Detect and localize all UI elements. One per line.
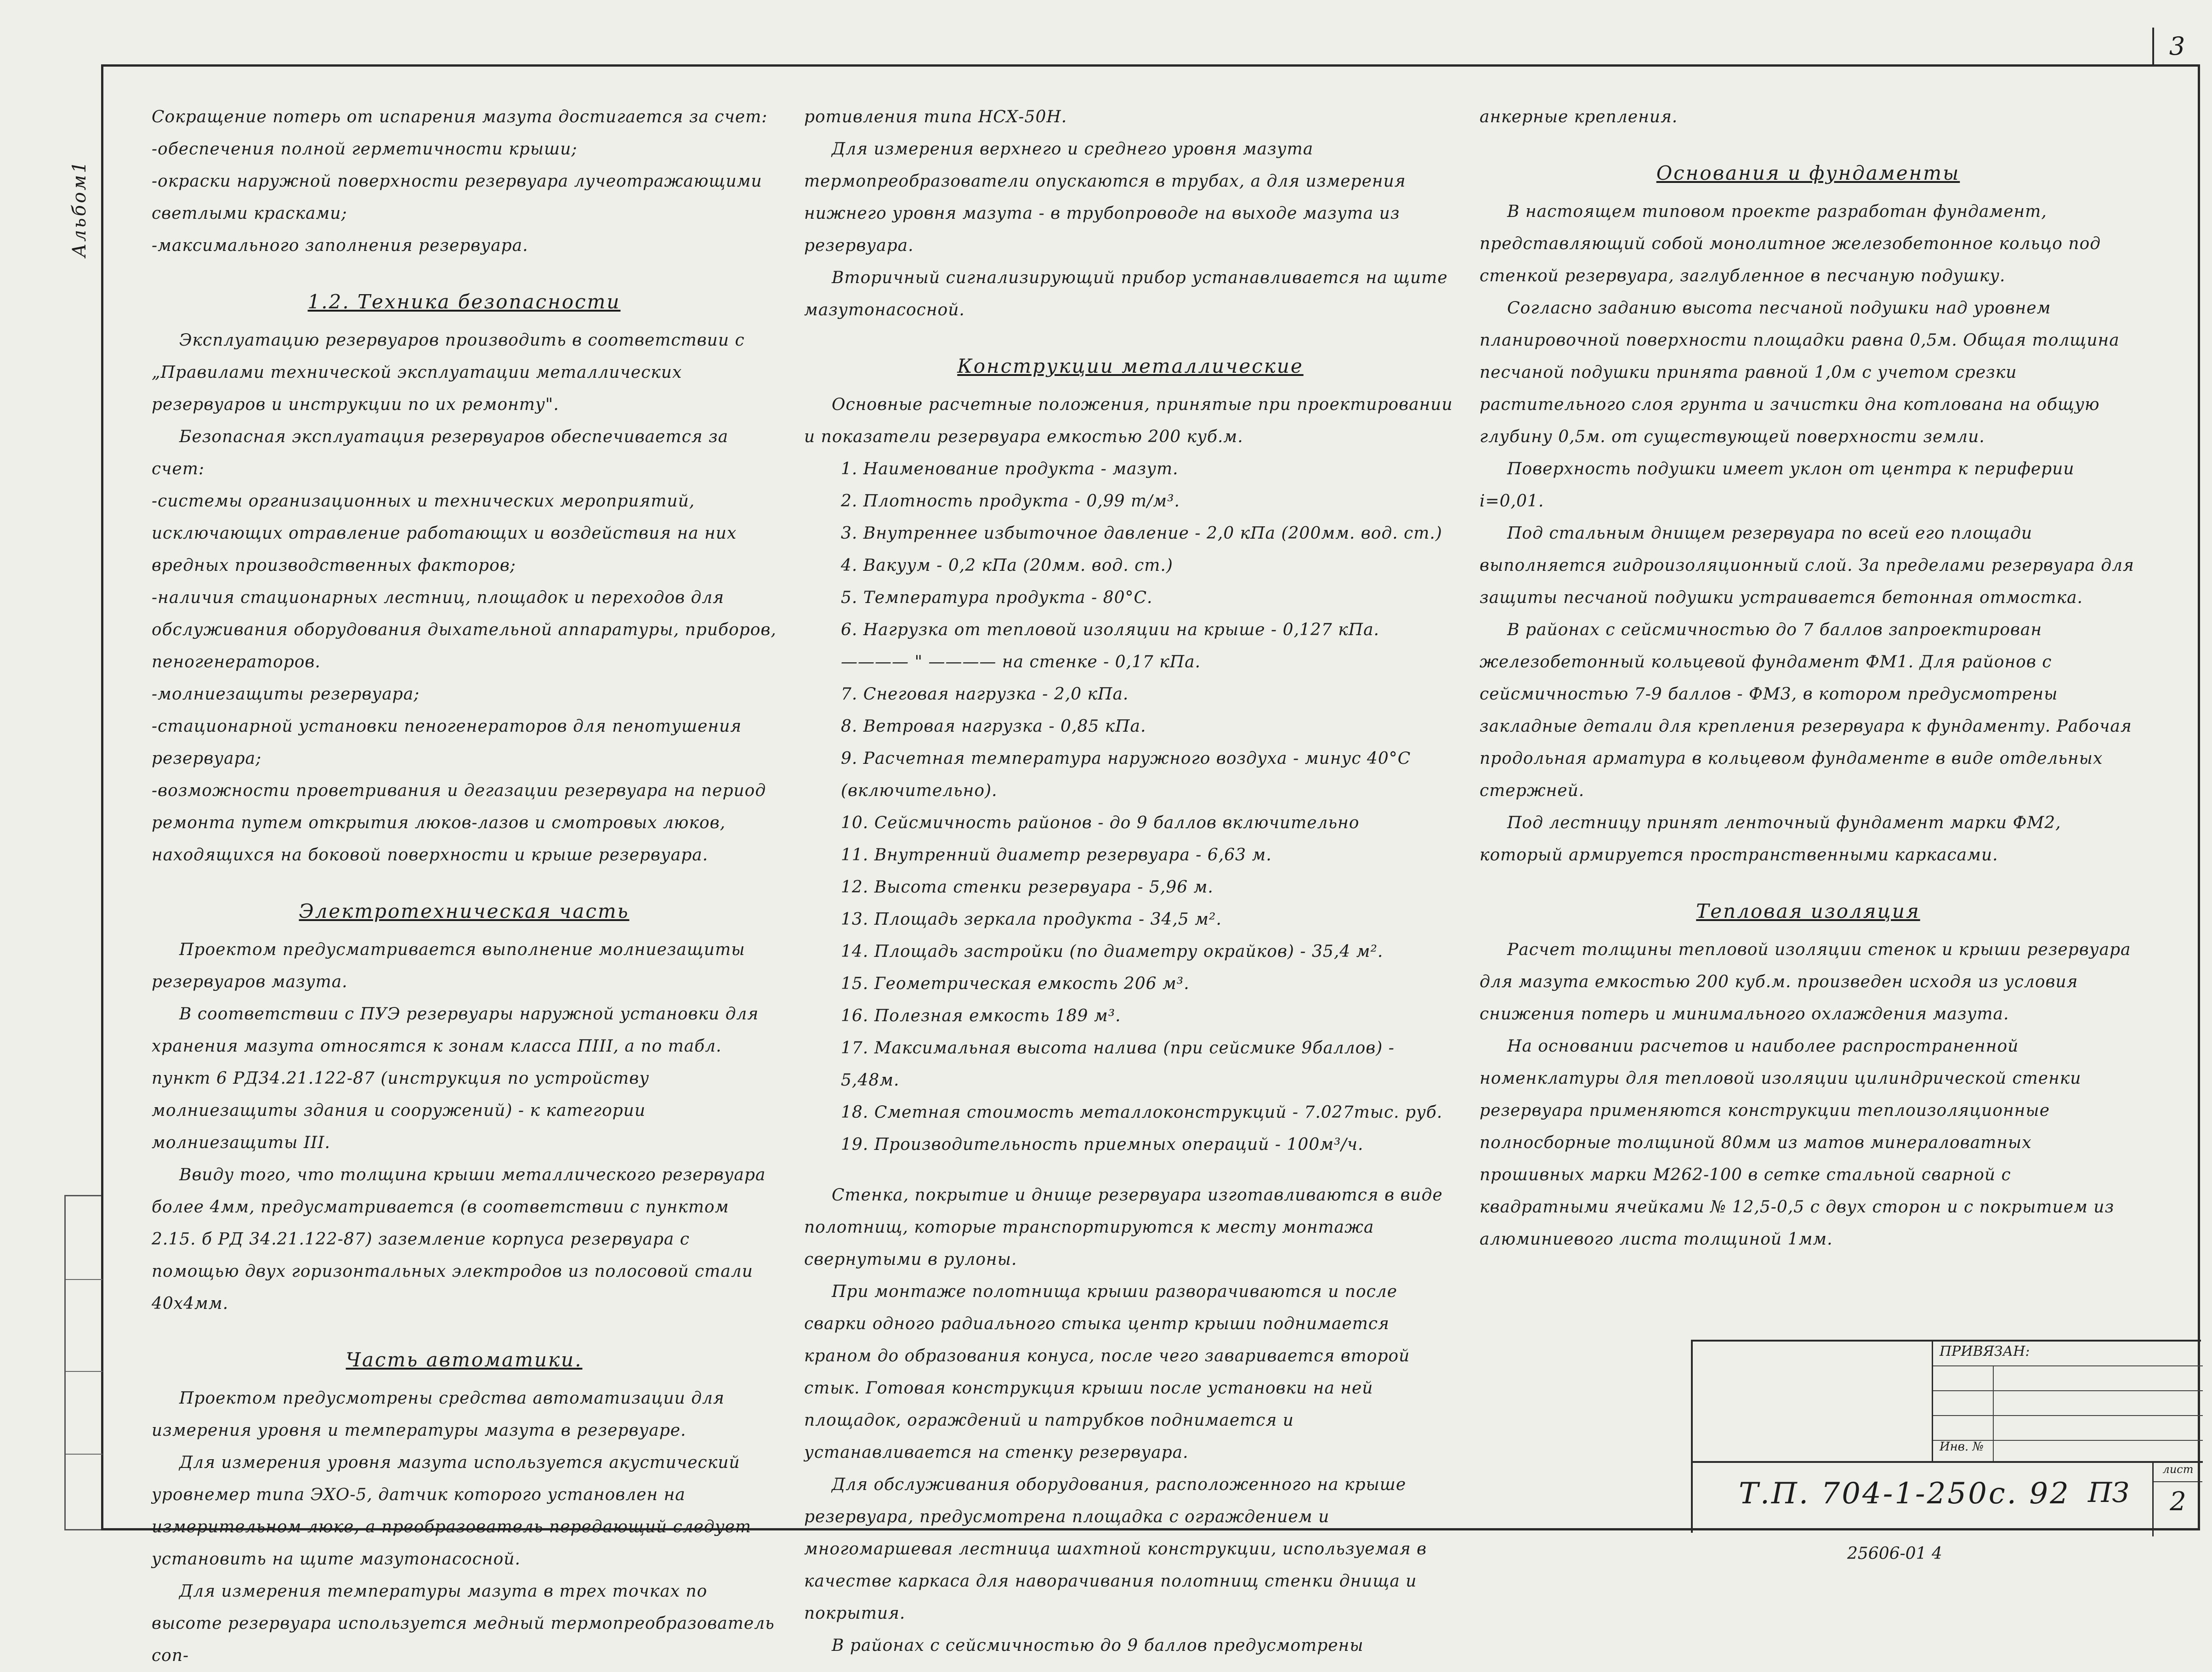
list-item: 11. Внутренний диаметр резервуара - 6,63 м.: [841, 846, 1272, 864]
document-code: Т.П. 704-1-250с. 92: [1739, 1477, 2070, 1511]
strip-divider: [66, 1454, 102, 1455]
paragraph: -системы организационных и технических мероприятий, исключающих отравление работающих и воздействия на них вредных производственных факторов;: [152, 492, 737, 575]
paragraph: Расчет толщины тепловой изоляции стенок и крыши резервуара для мазута емкостью 200 куб.м. произведен исходя из условия снижения потерь и минимального охлаждения мазута.: [1480, 940, 2131, 1024]
parameter-list: [804, 453, 1457, 1161]
grid-row: [1933, 1366, 2203, 1391]
sheet-label: лист: [2154, 1463, 2202, 1482]
paragraph: -молниезащиты резервуара;: [152, 685, 420, 704]
sheet-corner-number: [2152, 28, 2200, 66]
list-item: 17. Максимальная высота налива (при сейсмике 9баллов) - 5,48м.: [841, 1039, 1395, 1090]
list-item: 9. Расчетная температура наружного воздуха - минус 40°С (включительно).: [841, 749, 1411, 800]
section-heading: Электротехническая часть: [299, 900, 630, 922]
paragraph: -стационарной установки пеногенераторов для пенотушения резервуара;: [152, 717, 742, 768]
grid-divider: [1993, 1365, 1994, 1461]
document-section: ПЗ: [2088, 1477, 2129, 1509]
title-block: [1691, 1340, 2201, 1533]
paragraph: анкерные крепления.: [1480, 108, 1678, 126]
paragraph: Стенка, покрытие и днище резервуара изготавливаются в виде полотнищ, которые транспортируются к месту монтажа свернутыми в рулоны.: [804, 1186, 1443, 1269]
section-heading: 1.2. Техника безопасности: [307, 290, 621, 313]
section-heading: Часть автоматики.: [346, 1348, 583, 1371]
paragraph: -максимального заполнения резервуара.: [152, 236, 528, 255]
paragraph: Для измерения температуры мазута в трех точках по высоте резервуара используется медный термопреобразователь соп-: [152, 1582, 775, 1665]
list-item: 3. Внутреннее избыточное давление - 2,0 кПа (200мм. вод. ст.): [841, 524, 1442, 543]
paragraph: В районах с сейсмичностью до 7 баллов запроектирован железобетонный кольцевой фундамент ФМ1. Для районов с сейсмичностью 7-9 баллов - ФМ3, в котором предусмотрены закладные детали для крепления резервуара к фундаменту. Рабочая продольная арматура в кольцевом фундаменте в виде отдельных стержней.: [1480, 620, 2132, 800]
list-item: 1. Наименование продукта - мазут.: [841, 460, 1179, 478]
strip-divider: [66, 1279, 102, 1280]
paragraph: Согласно заданию высота песчаной подушки над уровнем планировочной поверхности площадки равна 0,5м. Общая толщина песчаной подушки принята равной 1,0м с учетом срезки растительного слоя грунта и зачистки дна котлована на общую глубину 0,5м. от существующей поверхности земли.: [1480, 299, 2120, 446]
strip-divider: [66, 1371, 102, 1372]
list-item: 13. Площадь зеркала продукта - 34,5 м².: [841, 910, 1222, 929]
paragraph: В соответствии с ПУЭ резервуары наружной установки для хранения мазута относятся к зонам класса ПIII, а по табл. пункт 6 РД34.21.122-87 (инструкция по устройству молниезащиты здания и сооружений) - к категории молниезащиты III.: [152, 1005, 759, 1152]
binding-label: ПРИВЯЗАН:: [1940, 1343, 2030, 1359]
list-item: 7. Снеговая нагрузка - 2,0 кПа.: [841, 685, 1129, 704]
list-item: 14. Площадь застройки (по диаметру окрайков) - 35,4 м².: [841, 942, 1384, 961]
grid-row: [1933, 1416, 2203, 1441]
text-column-3: [1480, 101, 2137, 1256]
inventory-label: Инв. №: [1940, 1440, 1984, 1454]
paragraph: Основные расчетные положения, принятые при проектировании и показатели резервуара емкостью 200 куб.м.: [804, 395, 1453, 446]
section-heading: Основания и фундаменты: [1656, 162, 1960, 184]
sheet-corner-text: 3: [2169, 31, 2185, 61]
sheet-box: [2152, 1463, 2203, 1536]
grid-row: [1933, 1342, 2203, 1366]
paragraph: Поверхность подушки имеет уклон от центра к периферии i=0,01.: [1480, 460, 2075, 511]
archive-number: 25606-01 4: [1847, 1544, 1942, 1563]
list-item: 6. Нагрузка от тепловой изоляции на крыше - 0,127 кПа.: [841, 620, 1379, 639]
paragraph: -возможности проветривания и дегазации резервуара на период ремонта путем открытия люков-лазов и смотровых люков, находящихся на боковой поверхности и крыше резервуара.: [152, 781, 766, 864]
section-heading: Тепловая изоляция: [1696, 900, 1920, 922]
list-item: 18. Сметная стоимость металлоконструкций - 7.027тыс. руб.: [841, 1103, 1443, 1122]
list-item: 2. Плотность продукта - 0,99 т/м³.: [841, 492, 1180, 511]
paragraph: -окраски наружной поверхности резервуара лучеотражающими светлыми красками;: [152, 172, 762, 223]
paragraph: Сокращение потерь от испарения мазута достигается за счет:: [152, 108, 768, 126]
paragraph: Безопасная эксплуатация резервуаров обеспечивается за счет:: [152, 427, 729, 478]
paragraph: В районах с сейсмичностью до 9 баллов предусмотрены: [832, 1636, 1364, 1655]
paragraph: На основании расчетов и наиболее распространенной номенклатуры для тепловой изоляции цилиндрической стенки резервуара применяются конструкции теплоизоляционные полносборные толщиной 80мм из матов минераловатных прошивных марки М262-100 в сетке стальной сварной с квадратными ячейками № 12,5-0,5 с двух сторон и с покрытием из алюминиевого листа толщиной 1мм.: [1480, 1037, 2115, 1249]
paragraph: Вторичный сигнализирующий прибор устанавливается на щите мазутонасосной.: [804, 268, 1448, 319]
section-heading: Конструкции металлические: [957, 355, 1304, 377]
paragraph: Для измерения уровня мазута используется акустический уровнемер типа ЭХО-5, датчик которого установлен на измерительном люке, а преобразователь передающий следует установить на щите мазутонасосной.: [152, 1453, 752, 1569]
binding-grid: [1932, 1342, 2203, 1461]
list-item: 12. Высота стенки резервуара - 5,96 м.: [841, 878, 1214, 897]
paragraph: В настоящем типовом проекте разработан фундамент, представляющий собой монолитное железобетонное кольцо под стенкой резервуара, заглубленное в песчаную подушку.: [1480, 202, 2101, 285]
paragraph: -обеспечения полной герметичности крыши;: [152, 140, 578, 159]
list-item: 10. Сейсмичность районов - до 9 баллов включительно: [841, 813, 1360, 832]
text-column-2: [804, 101, 1457, 1662]
paragraph: ротивления типа НСХ-50Н.: [804, 108, 1067, 126]
list-item: 19. Производительность приемных операций - 100м³/ч.: [841, 1135, 1364, 1154]
paragraph: Проектом предусматривается выполнение молниезащиты резервуаров мазута.: [152, 940, 745, 991]
paragraph: Ввиду того, что толщина крыши металлического резервуара более 4мм, предусматривается (в соответствии с пунктом 2.15. б РД 34.21.122-87) заземление корпуса резервуара с помощью двух горизонтальных электродов из полосовой стали 40х4мм.: [152, 1166, 766, 1313]
list-item: 4. Вакуум - 0,2 кПа (20мм. вод. ст.): [841, 556, 1173, 575]
list-item: 8. Ветровая нагрузка - 0,85 кПа.: [841, 717, 1146, 736]
paragraph: Под лестницу принят ленточный фундамент марки ФМ2, который армируется пространственными каркасами.: [1480, 813, 2061, 864]
paragraph: Проектом предусмотрены средства автоматизации для измерения уровня и температуры мазута в резервуаре.: [152, 1389, 725, 1440]
sheet-number: 2: [2170, 1487, 2186, 1517]
side-approval-strip: [64, 1195, 101, 1530]
paragraph: Для измерения верхнего и среднего уровня мазута термопреобразователи опускаются в трубах, а для измерения нижнего уровня мазута - в трубопроводе на выходе мазута из резервуара.: [804, 140, 1406, 255]
text-column-1: [152, 101, 777, 1672]
paragraph: Для обслуживания оборудования, расположенного на крыше резервуара, предусмотрена площадка с ограждением и многомаршевая лестница шахтной конструкции, используемая в качестве каркаса для наворачивания полотнищ стенки днища и покрытия.: [804, 1475, 1427, 1623]
paragraph: -наличия стационарных лестниц, площадок и переходов для обслуживания оборудования дыхательной аппаратуры, приборов, пеногенераторов.: [152, 588, 777, 671]
paragraph: При монтаже полотнища крыши разворачиваются и после сварки одного радиального стыка центр крыши поднимается краном до образования конуса, после чего заваривается второй стык. Готовая конструкция крыши после установки на ней площадок, ограждений и патрубков поднимается и устанавливается на стенку резервуара.: [804, 1282, 1410, 1462]
list-item: ———— " ———— на стенке - 0,17 кПа.: [841, 653, 1201, 671]
album-label: Альбом1: [69, 159, 90, 257]
list-item: 5. Температура продукта - 80°С.: [841, 588, 1153, 607]
grid-row: [1933, 1391, 2203, 1416]
title-block-main: [1693, 1461, 2203, 1535]
list-item: 16. Полезная емкость 189 м³.: [841, 1007, 1121, 1025]
paragraph: Эксплуатацию резервуаров производить в соответствии с „Правилами технической эксплуатации металлических резервуаров и инструкции по их ремонту".: [152, 331, 745, 414]
paragraph: Под стальным днищем резервуара по всей его площади выполняется гидроизоляционный слой. За пределами резервуара для защиты песчаной подушки устраивается бетонная отмостка.: [1480, 524, 2134, 607]
list-item: 15. Геометрическая емкость 206 м³.: [841, 974, 1190, 993]
